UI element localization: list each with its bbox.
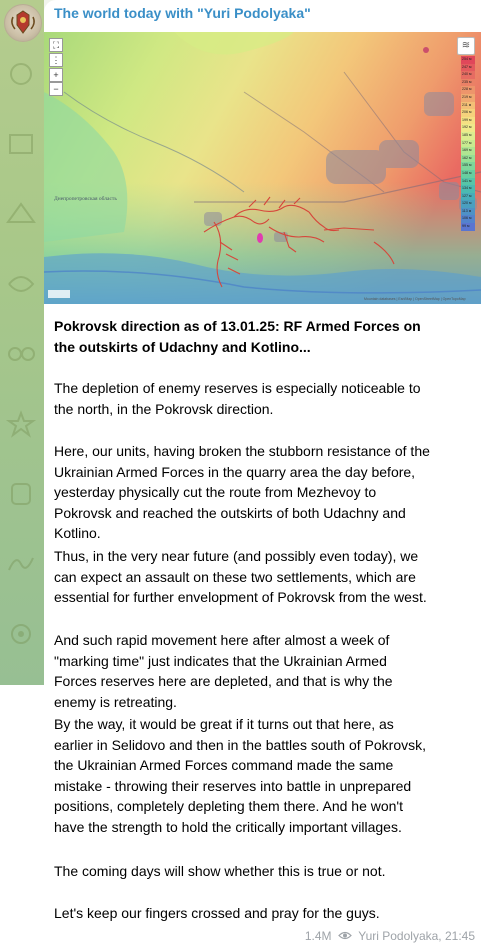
legend-entry: 228 м [461,86,475,94]
legend-entry: 162 м [461,155,475,163]
doodle-icon [4,270,38,298]
post-paragraph: Thus, in the very near future (and possibly even today), we can expect an assault on these two settlements, which are essential for further envelopment of Pokrovsk from the west. [54,548,427,605]
region-label: Днепропетровская область [54,196,117,202]
chat-wallpaper [0,0,44,685]
post-paragraph: The coming days will show whether this is true or not. [54,863,386,879]
doodle-icon [4,480,38,508]
zoom-in-button[interactable]: + [49,68,63,82]
coat-of-arms-icon [5,5,41,41]
doodle-icon [4,60,38,88]
legend-entry: 192 м [461,124,475,132]
doodle-icon [4,130,38,158]
fullscreen-icon[interactable]: ⛶ [49,38,63,52]
post-headline: Pokrovsk direction as of 13.01.25: RF Armed Forces on the outskirts of Udachny and Kotlino... [54,318,421,355]
doodle-icon [4,410,38,438]
legend-entry: 247 м [461,64,475,72]
view-count: 1.4M [304,928,332,943]
share-icon[interactable]: ⋮ [49,53,63,67]
post-paragraph: Here, our units, having broken the stubborn resistance of the Ukrainian Armed Forces in the quarry area the day before, yesterday physically cut the route from Mezhevoy to Pokrovsk and reached the outskirts of both Udachny and Kotlino. [54,443,430,541]
doodle-icon [4,340,38,368]
post-paragraph: Let's keep our fingers crossed and pray for the guys. [54,905,380,921]
post-paragraph: By the way, it would be great if it turns out that here, as earlier in Selidovo and then in the battles south of Pokrovsk, the Ukrainian Armed Forces command made the same mistake - throwing their reserves into battle in unprepared positions, completely depleting them there. And he won't have the strength to hold the critically important villages. [54,716,426,835]
legend-entry: 211 м [461,102,475,110]
legend-entry: 199 м [461,117,475,125]
channel-name[interactable]: The world today with "Yuri Podolyaka" [54,5,311,21]
post-paragraph: And such rapid movement here after almost a week of "marking time" just indicates that the Ukrainian Armed Forces reserves here are depleted, and that is why the enemy is retreating. [54,632,393,710]
legend-entry: 177 м [461,140,475,148]
legend-entry: 134 м [461,185,475,193]
zoom-out-button[interactable]: − [49,82,63,96]
doodle-icon [4,620,38,648]
author-signature: Yuri Podolyaka [358,928,439,943]
message-meta: 1.4M Yuri Podolyaka, 21:45 [304,928,475,943]
legend-entry: 141 м [461,178,475,186]
legend-entry: 169 м [461,147,475,155]
legend-entry: 185 м [461,132,475,140]
post-paragraph: The depletion of enemy reserves is especially noticeable to the north, in the Pokrovsk direction. [54,380,421,417]
legend-entry: 155 м [461,162,475,170]
layers-icon[interactable]: ≋ [457,37,475,55]
doodle-icon [4,550,38,578]
legend-entry: 99 м [461,223,475,231]
terrain-map [44,32,481,304]
map-image[interactable] [44,32,481,304]
timestamp: 21:45 [444,928,475,943]
legend-entry: 120 м [461,200,475,208]
legend-entry: 235 м [461,79,475,87]
channel-avatar[interactable] [4,4,42,42]
eye-icon [338,931,352,940]
legend-entry: 206 м [461,109,475,117]
elevation-legend [461,56,475,231]
doodle-icon [4,200,38,228]
legend-entry: 106 м [461,215,475,223]
legend-entry: 219 м [461,94,475,102]
legend-entry: 148 м [461,170,475,178]
legend-entry: 240 м [461,71,475,79]
legend-entry: 113 м [461,208,475,216]
legend-entry: 127 м [461,193,475,201]
map-attribution: Mountain databases | Esri/Map | OpenStreetMap | OpenTopoMap [364,297,466,301]
legend-entry: 254 м [461,56,475,64]
